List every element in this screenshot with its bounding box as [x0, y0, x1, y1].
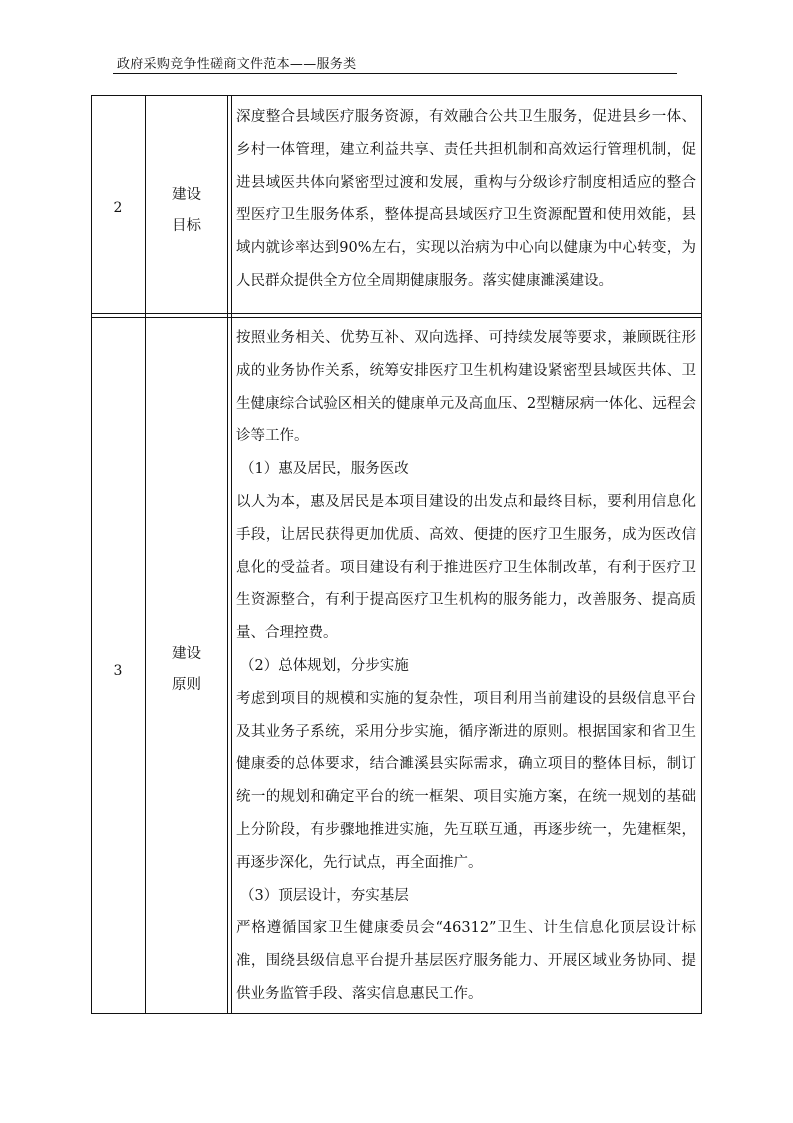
- page-header: 政府采购竞争性磋商文件范本——服务类: [117, 57, 357, 72]
- header-rule: [113, 73, 677, 74]
- row-label-line: 建设: [172, 646, 201, 662]
- subheading: （3）顶层设计，夯实基层: [240, 887, 409, 904]
- paragraph: 深度整合县域医疗服务资源，有效融合公共卫生服务，促进县乡一体、乡村一体管理，建立利益共享、责任共担机制和高效运行管理机制，促进县域医共体向紧密型过渡和发展，重构与分级诊疗制度相适应的整合型医疗卫生服务体系，整体提高县域医疗卫生资源配置和使用效能，县域内就诊率达到90%左右，实现以治病为中心向以健康为中心转变，为人民群众提供全方位全周期健康服务。落实健康濉溪建设。: [236, 109, 696, 289]
- paragraph: 按照业务相关、优势互补、双向选择、可持续发展等要求，兼顾既往形成的业务协作关系，统筹安排医疗卫生机构建设紧密型县域医共体、卫生健康综合试验区相关的健康单元及高血压、2型糖尿病一体化、远程会诊等工作。: [236, 330, 696, 445]
- row-number: 3: [113, 663, 123, 679]
- table-divider: [227, 95, 228, 1014]
- row-label-line: 原则: [172, 677, 201, 693]
- paragraph: 严格遵循国家卫生健康委员会“46312”卫生、计生信息化顶层设计标准，围绕县级信息平台提升基层医疗服务能力、开展区域业务协同、提供业务监管手段、落实信息惠民工作。: [236, 920, 696, 1002]
- row-number: 2: [113, 200, 123, 216]
- subheading: （1）惠及居民，服务医改: [240, 461, 409, 478]
- row-content: [236, 322, 696, 1011]
- paragraph: 以人为本，惠及居民是本项目建设的出发点和最终目标，要利用信息化手段，让居民获得更加优质、高效、便捷的医疗卫生服务，成为医改信息化的受益者。项目建设有利于推进医疗卫生体制改革，有利于医疗卫生资源整合，有利于提高医疗卫生机构的服务能力，改善服务、提高质量、合理控费。: [236, 493, 696, 642]
- row-label: [146, 180, 227, 242]
- row-label-line: 目标: [172, 218, 201, 234]
- paragraph: 考虑到项目的规模和实施的复杂性，项目利用当前建设的县级信息平台及其业务子系统，采用分步实施，循序渐进的原则。根据国家和省卫生健康委的总体要求，结合濉溪县实际需求，确立项目的整体目标，制订统一的规划和确定平台的统一框架、项目实施方案，在统一规划的基础上分阶段，有步骤地推进实施，先互联互通，再逐步统一，先建框架，再逐步深化，先行试点，再全面推广。: [236, 690, 696, 871]
- row-divider: [91, 313, 702, 314]
- table-divider: [231, 95, 232, 1014]
- row-content: [236, 101, 696, 298]
- row-label-line: 建设: [172, 187, 201, 203]
- row-divider: [91, 317, 702, 318]
- subheading: （2）总体规划，分步实施: [240, 657, 409, 674]
- row-label: [146, 639, 227, 701]
